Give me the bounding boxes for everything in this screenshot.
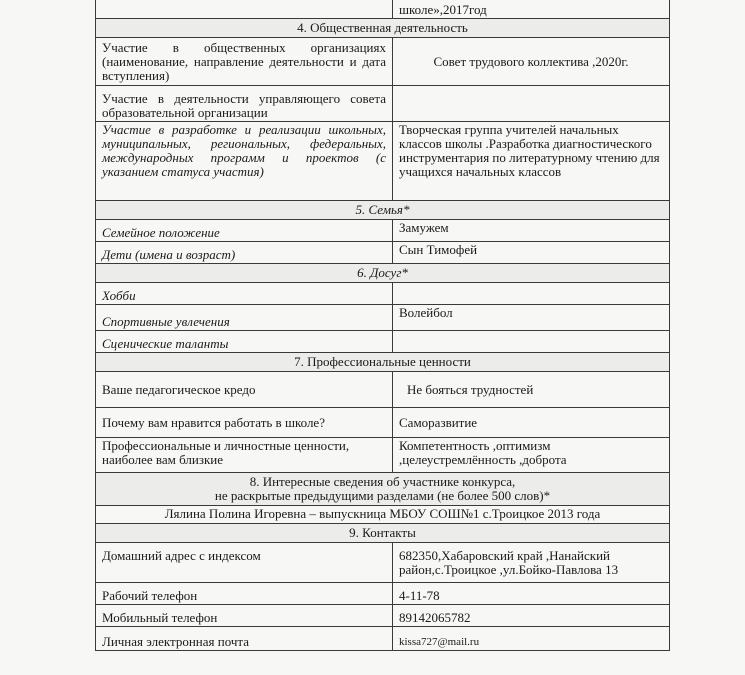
table-row xyxy=(96,305,670,331)
table-row xyxy=(96,372,670,408)
row-value: Волейбол xyxy=(393,305,670,331)
table-row xyxy=(96,283,670,305)
section-8-title xyxy=(96,473,670,506)
row-label: Профессиональные и личностные ценности, наиболее вам близкие xyxy=(96,438,393,473)
row-value: 89142065782 xyxy=(393,605,670,627)
row-value xyxy=(393,331,670,353)
row-value: Не бояться трудностей xyxy=(393,372,670,408)
table-row xyxy=(96,0,670,19)
row-label: Рабочий телефон xyxy=(96,583,393,605)
table-row xyxy=(96,543,670,583)
section-4-title: 4. Общественная деятельность xyxy=(96,19,670,38)
table-row xyxy=(96,506,670,524)
row-value xyxy=(393,86,670,122)
row-value: kissa727@mail.ru xyxy=(393,627,670,651)
row-label: Ваше педагогическое кредо xyxy=(96,372,393,408)
table-row xyxy=(96,242,670,264)
row-value: Творческая группа учителей начальных классов школы .Разработка диагностического инструментария по литературному чтению для учащихся начальных классов xyxy=(393,122,670,201)
section-8-text: Лялина Полина Игоревна – выпускница МБОУ СОШ№1 с.Троицкое 2013 года xyxy=(96,506,670,524)
table-row xyxy=(96,220,670,242)
row-label: Участие в деятельности управляющего совета образовательной организации xyxy=(96,86,393,122)
section-9-title: 9. Контакты xyxy=(96,524,670,543)
row-value xyxy=(393,283,670,305)
questionnaire-table xyxy=(95,0,670,651)
table-row xyxy=(96,438,670,473)
table-row xyxy=(96,38,670,86)
row-value: Сын Тимофей xyxy=(393,242,670,264)
row-label: Сценические таланты xyxy=(96,331,393,353)
row-label: Участие в разработке и реализации школьных, муниципальных, региональных, федеральных, международных программ и проектов (с указанием статуса участия) xyxy=(96,122,393,201)
table-row xyxy=(96,86,670,122)
row-label: Почему вам нравится работать в школе? xyxy=(96,408,393,438)
top-row-label xyxy=(96,0,393,19)
row-label: Мобильный телефон xyxy=(96,605,393,627)
row-value: Совет трудового коллектива ,2020г. xyxy=(393,38,670,86)
row-value: Компетентность ,оптимизм ,целеустремлённость ,доброта xyxy=(393,438,670,473)
table-row xyxy=(96,605,670,627)
section-8-title-line1: 8. Интересные сведения об участнике конкурса, xyxy=(249,474,516,489)
table-row xyxy=(96,408,670,438)
row-label: Семейное положение xyxy=(96,220,393,242)
table-row xyxy=(96,583,670,605)
section-8-title-line2: не раскрытые предыдущими разделами (не более 500 слов)* xyxy=(214,488,551,503)
row-value: Замужем xyxy=(393,220,670,242)
row-label: Личная электронная почта xyxy=(96,627,393,651)
table-row xyxy=(96,122,670,201)
top-row-value: школе»,2017год xyxy=(393,0,670,19)
row-label: Спортивные увлечения xyxy=(96,305,393,331)
row-value: 4-11-78 xyxy=(393,583,670,605)
row-label: Дети (имена и возраст) xyxy=(96,242,393,264)
table-row xyxy=(96,627,670,651)
section-5-title: 5. Семья* xyxy=(96,201,670,220)
row-label: Хобби xyxy=(96,283,393,305)
row-value: 682350,Хабаровский край ,Нанайский район,с.Троицкое ,ул.Бойко-Павлова 13 xyxy=(393,543,670,583)
row-value: Саморазвитие xyxy=(393,408,670,438)
section-7-title: 7. Профессиональные ценности xyxy=(96,353,670,372)
row-label: Домашний адрес с индексом xyxy=(96,543,393,583)
row-label: Участие в общественных организациях (наименование, направление деятельности и дата вступления) xyxy=(96,38,393,86)
section-6-title: 6. Досуг* xyxy=(96,264,670,283)
table-row xyxy=(96,331,670,353)
